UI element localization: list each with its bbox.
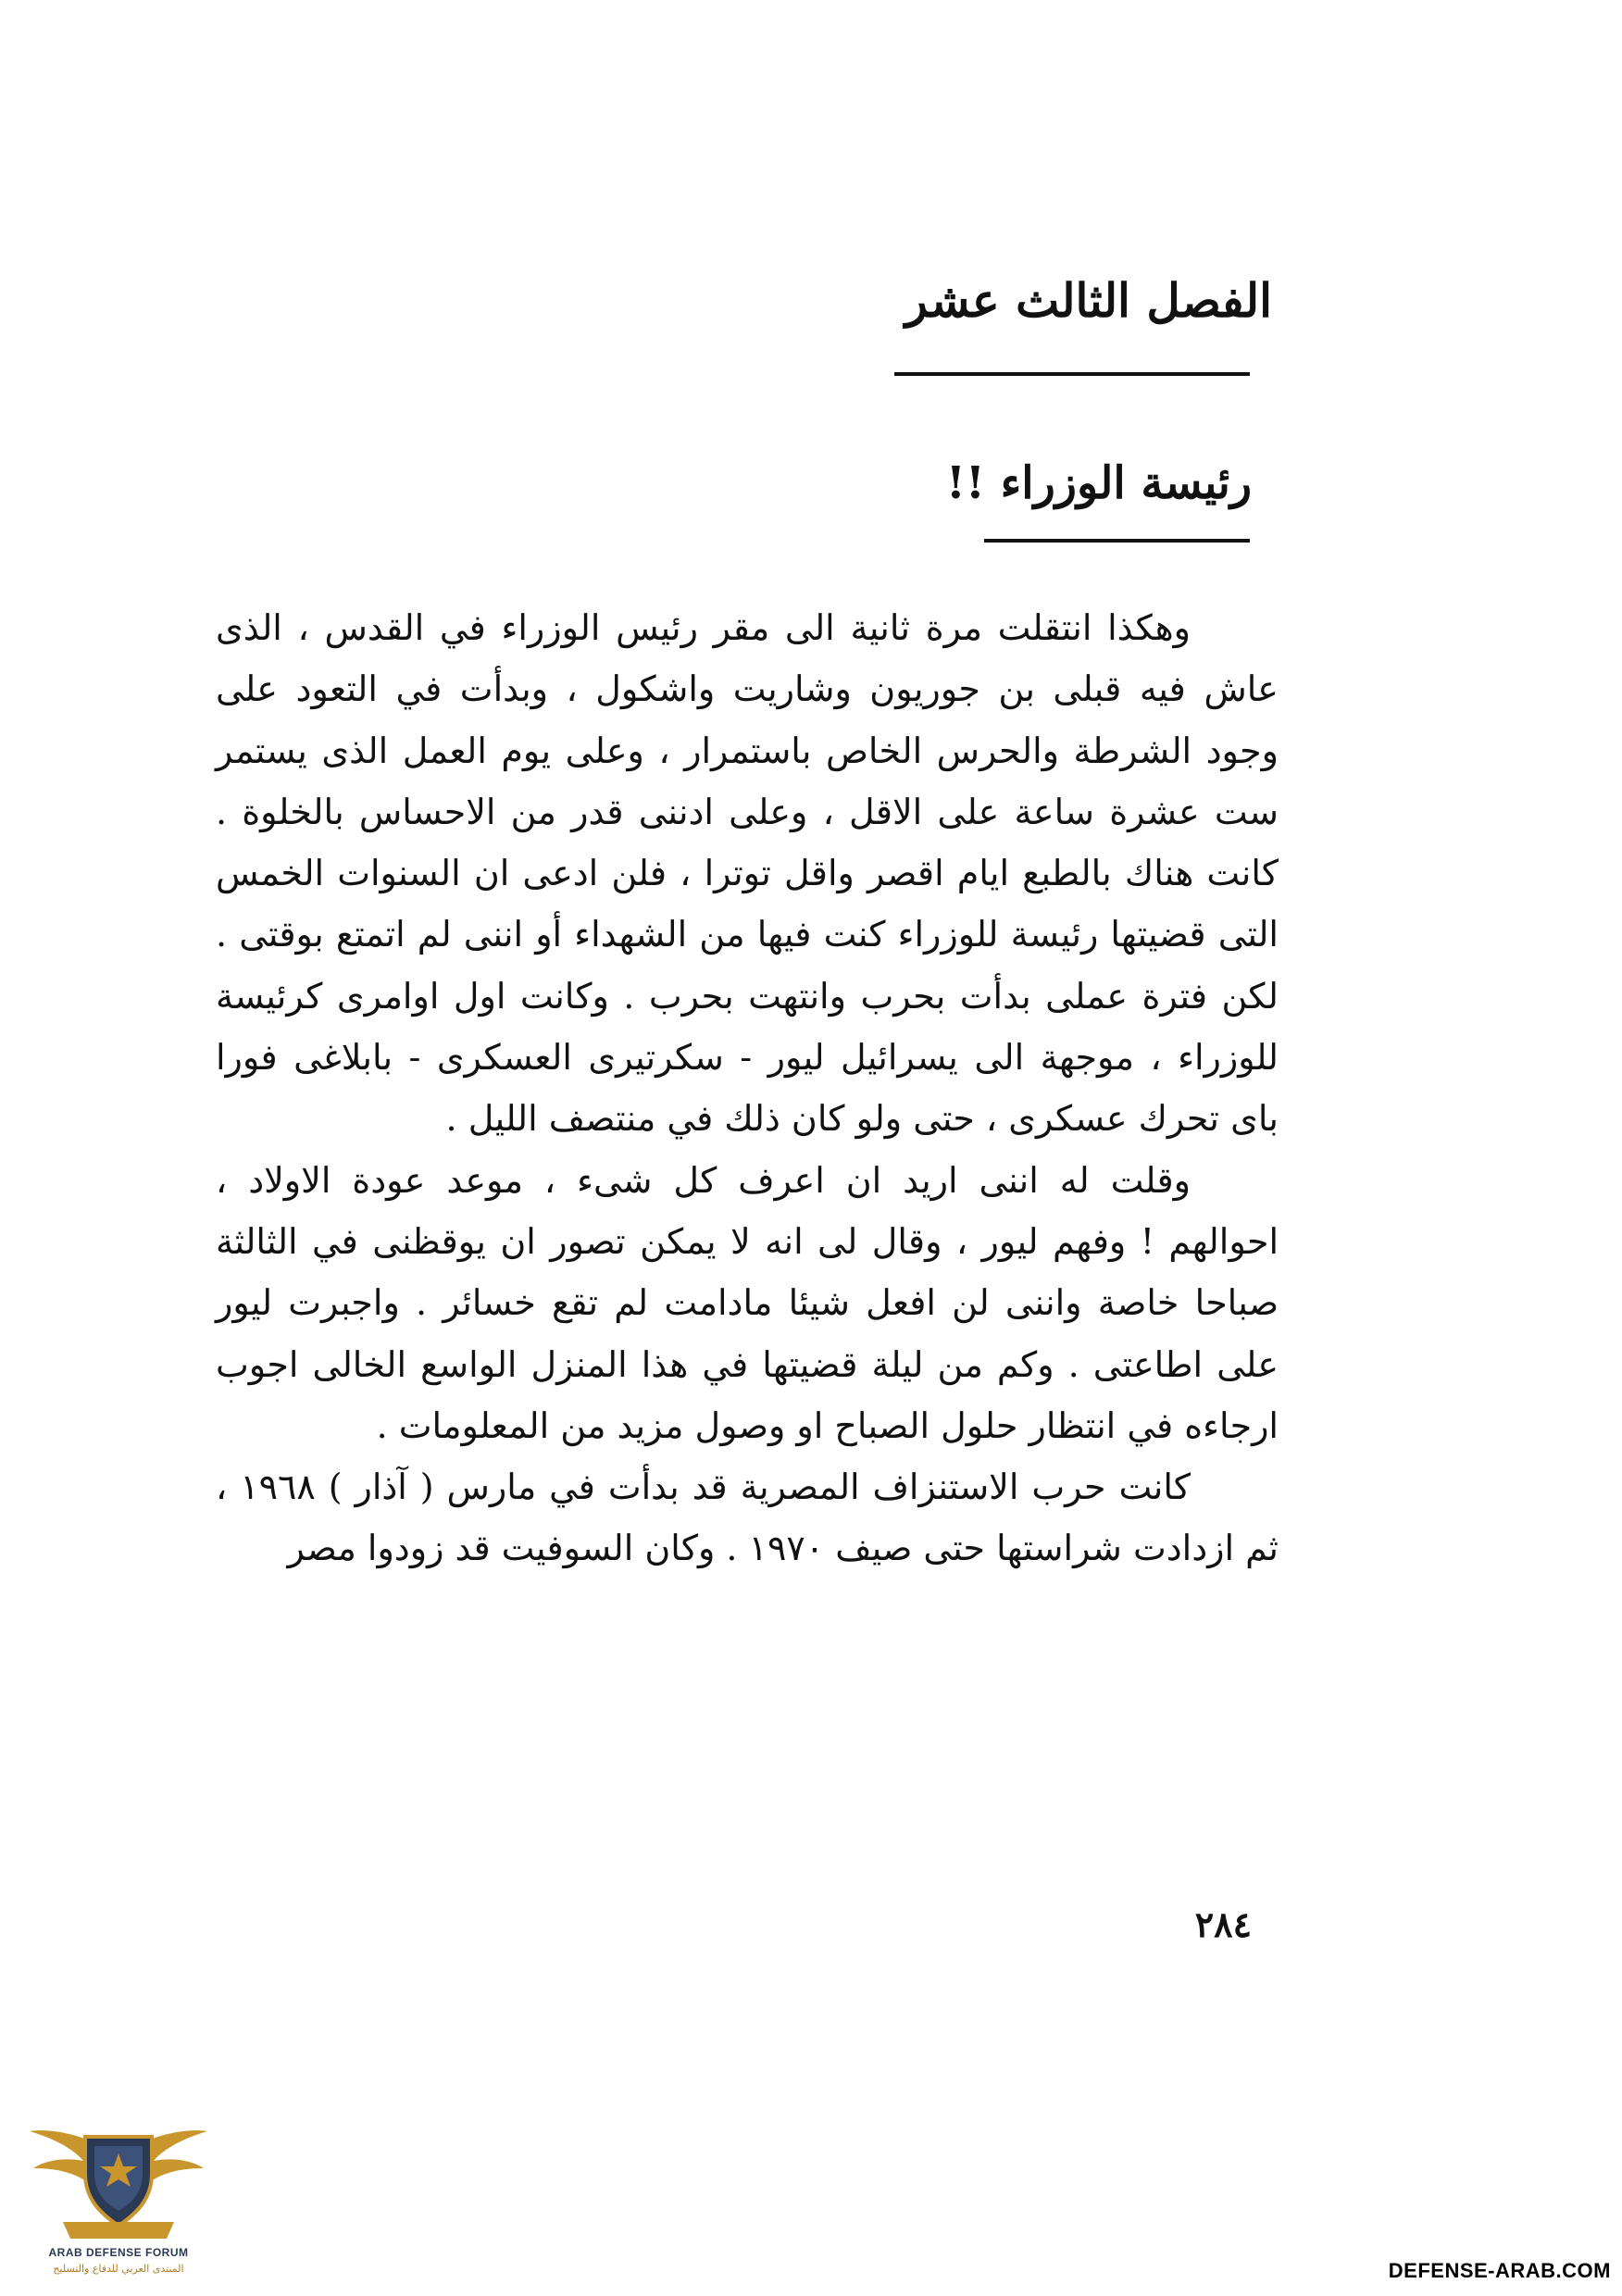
paragraph: كانت حرب الاستنزاف المصرية قد بدأت في مارس ( آذار ) ١٩٦٨ ، ثم ازدادت شراستها حتى صيف ١٩٧٠ . وكان السوفيت قد زودوا مصر [216, 1466, 1279, 1569]
watermark-url: DEFENSE-ARAB.COM [1388, 2259, 1611, 2282]
section-title: رئيسة الوزراء !! [945, 457, 1252, 509]
chapter-title-underline [894, 372, 1250, 376]
logo-tagline: المنتدى العربي للدفاع والتسليح [53, 2263, 184, 2275]
body-text [216, 597, 1279, 1579]
paragraph: وقلت له اننى اريد ان اعرف كل شىء ، موعد عودة الاولاد ، احوالهم ! وفهم ليور ، وقال لى انه لا يمكن تصور ان يوقظنى في الثالثة صباحا خاصة واننى لن افعل شيئا مادامت لم تقع خسائر . واجبرت ليور على اطاعتى . وكم من ليلة قضيتها في هذا المنزل الواسع الخالى اجوب ارجاءه في انتظار حلول الصباح او وصول مزيد من المعلومات . [216, 1159, 1279, 1446]
eagle-shield-icon [26, 2100, 211, 2248]
paragraph: وهكذا انتقلت مرة ثانية الى مقر رئيس الوزراء في القدس ، الذى عاش فيه قبلى بن جوريون وشاريت واشكول ، وبدأت في التعود على وجود الشرطة والحرس الخاص باستمرار ، وعلى يوم العمل الذى يستمر ست عشرة ساعة على الاقل ، وعلى ادننى قدر من الاحساس بالخلوة . كانت هناك بالطبع ايام اقصر واقل توترا ، فلن ادعى ان السنوات الخمس التى قضيتها رئيسة للوزراء كنت فيها من الشهداء أو اننى لم اتمتع بوقتى . لكن فترة عملى بدأت بحرب وانتهت بحرب . وكانت اول اوامرى كرئيسة للوزراء ، موجهة الى يسرائيل ليور - سكرتيرى العسكرى - بابلاغى فورا باى تحرك عسكرى ، حتى ولو كان ذلك في منتصف الليل . [216, 607, 1279, 1140]
chapter-title: الفصل الثالث عشر [905, 273, 1272, 328]
page-number: ٢٨٤ [1194, 1903, 1252, 1945]
logo-name: ARAB DEFENSE FORUM [48, 2246, 189, 2259]
arab-defense-forum-logo [26, 2100, 211, 2283]
section-title-underline [984, 539, 1250, 543]
